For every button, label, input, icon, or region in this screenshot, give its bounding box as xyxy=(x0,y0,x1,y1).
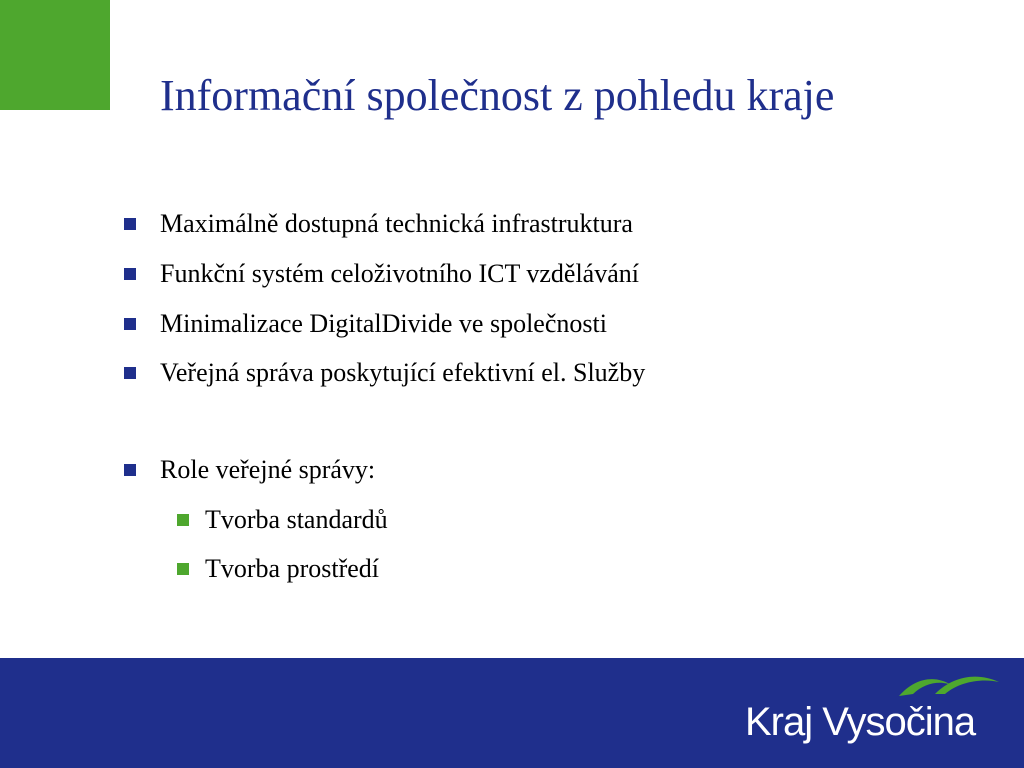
bullet-item-2 xyxy=(160,259,639,289)
slide-title: Informační společnost z pohledu kraje xyxy=(160,71,835,120)
bullet-text: Maximálně dostupná technická infrastruktura xyxy=(160,209,633,238)
bullet-item-1 xyxy=(160,209,633,239)
subbullet-item-1 xyxy=(205,505,388,535)
bullet-text: Role veřejné správy: xyxy=(160,455,376,484)
bullet-text: Minimalizace DigitalDivide ve společnosti xyxy=(160,309,607,338)
square-bullet-icon xyxy=(124,464,136,476)
bullet-item-4 xyxy=(160,358,645,388)
square-bullet-icon xyxy=(177,514,189,526)
kraj-vysocina-logo xyxy=(745,672,1005,752)
square-bullet-icon xyxy=(124,218,136,230)
bullet-item-3 xyxy=(160,309,607,339)
bullet-item-5 xyxy=(160,455,375,485)
square-bullet-icon xyxy=(177,563,189,575)
square-bullet-icon xyxy=(124,367,136,379)
bullet-text: Veřejná správa poskytující efektivní el. Služby xyxy=(160,358,646,387)
subbullet-text: Tvorba prostředí xyxy=(205,554,380,583)
logo-text: Kraj Vysočina xyxy=(745,700,976,744)
square-bullet-icon xyxy=(124,318,136,330)
subbullet-item-2 xyxy=(205,554,379,584)
subbullet-text: Tvorba standardů xyxy=(205,505,388,534)
bullet-text: Funkční systém celoživotního ICT vzdělávání xyxy=(160,259,639,288)
square-bullet-icon xyxy=(124,268,136,280)
